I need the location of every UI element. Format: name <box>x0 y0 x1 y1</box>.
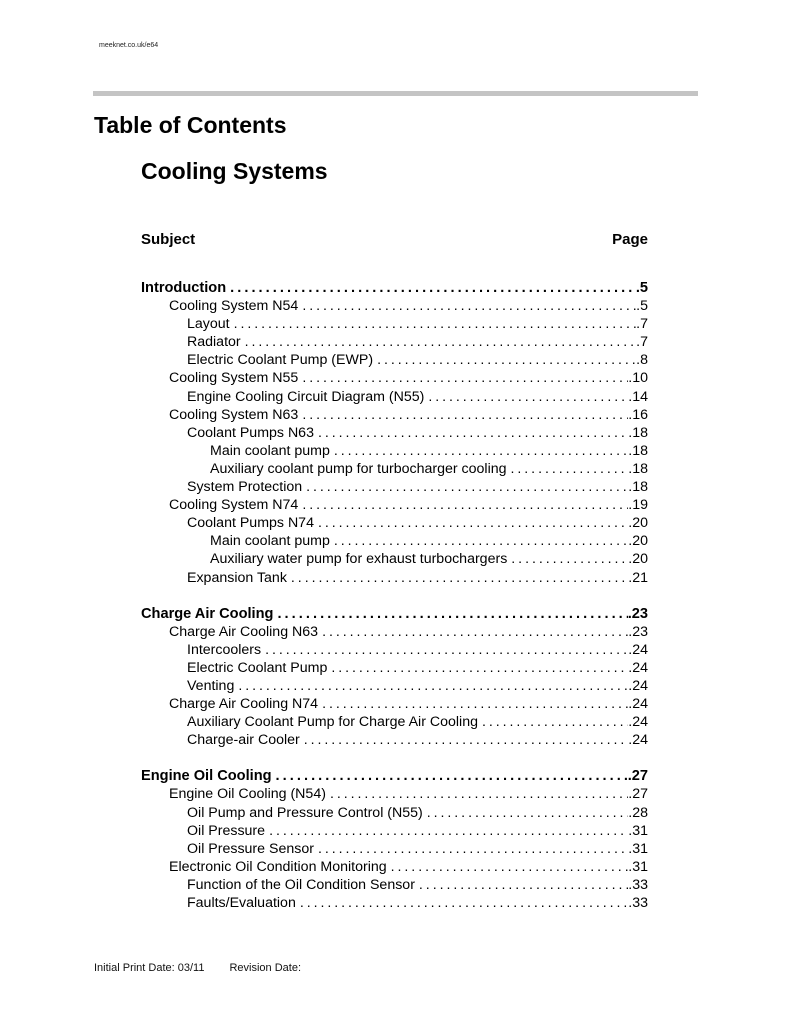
toc-entry-page: .20 <box>628 533 648 550</box>
toc-entry-page: .27 <box>627 768 648 785</box>
toc-entry-page: .24 <box>628 714 648 731</box>
toc-entry-label: Electric Coolant Pump <box>187 659 328 676</box>
dot-leader <box>298 369 628 387</box>
dot-leader <box>287 569 628 587</box>
toc-entry[interactable] <box>141 695 648 713</box>
toc-entry[interactable] <box>141 731 648 749</box>
toc-chapter-entry[interactable] <box>141 605 648 623</box>
toc-entry-page: .31 <box>628 840 648 857</box>
dot-leader <box>298 406 628 424</box>
toc-entry-label: Auxiliary coolant pump for turbocharger cooling <box>210 460 507 477</box>
dot-leader <box>241 333 637 351</box>
toc-entry[interactable] <box>141 514 648 532</box>
toc-entry[interactable] <box>141 351 648 369</box>
toc-entry-page: .24 <box>628 732 648 749</box>
dot-leader <box>272 767 628 785</box>
toc-entry-page: .24 <box>628 659 648 676</box>
toc-entry-label: Coolant Pumps N74 <box>187 515 314 532</box>
toc-entry-page: .10 <box>628 370 648 387</box>
subject-column-header: Subject <box>141 231 196 248</box>
toc-entry-label: Main coolant pump <box>210 442 330 459</box>
toc-entry[interactable] <box>141 641 648 659</box>
toc-entry-page: .31 <box>628 822 648 839</box>
toc-entry[interactable] <box>141 496 648 514</box>
toc-entry-label: Cooling System N55 <box>169 370 299 387</box>
toc-entry-label: Oil Pump and Pressure Control (N55) <box>187 804 423 821</box>
toc-entry-page: .20 <box>628 515 648 532</box>
dot-leader <box>298 297 636 315</box>
toc-entry-label: Faults/Evaluation <box>187 895 296 911</box>
toc-entry-page: .18 <box>628 424 648 441</box>
toc-entry-label: Venting <box>187 677 235 694</box>
toc-entry[interactable] <box>141 460 648 478</box>
toc-entry-label: Coolant Pumps N63 <box>187 424 314 441</box>
dot-leader <box>318 623 628 641</box>
top-rule <box>93 91 698 96</box>
toc-entry[interactable] <box>141 894 648 912</box>
dot-leader <box>373 351 636 369</box>
toc-entry[interactable] <box>141 713 648 731</box>
page-column-header: Page <box>612 231 648 248</box>
toc-entry-page: .24 <box>628 677 648 694</box>
dot-leader <box>314 840 628 858</box>
toc-entry[interactable] <box>141 569 648 587</box>
dot-leader <box>478 713 628 731</box>
dot-leader <box>302 478 628 496</box>
dot-leader <box>314 514 628 532</box>
toc-entry-page: .24 <box>628 641 648 658</box>
toc-entry-page: .18 <box>628 479 648 496</box>
toc-entry[interactable] <box>141 804 648 822</box>
toc-chapter-entry[interactable] <box>141 767 648 785</box>
toc-entry-page: .18 <box>628 460 648 477</box>
toc-entry[interactable] <box>141 822 648 840</box>
toc-entry[interactable] <box>141 550 648 568</box>
dot-leader <box>261 641 628 659</box>
toc-group <box>141 279 648 587</box>
dot-leader <box>330 532 628 550</box>
toc-entry[interactable] <box>141 858 648 876</box>
toc-entry-page: .8 <box>636 352 648 369</box>
toc-entry[interactable] <box>141 659 648 677</box>
toc-entry-label: Function of the Oil Condition Sensor <box>187 876 415 893</box>
toc-entry-page: .19 <box>628 497 648 514</box>
dot-leader <box>300 731 629 749</box>
dot-leader <box>507 460 629 478</box>
toc-entry-label: Oil Pressure Sensor <box>187 840 314 857</box>
site-url: meeknet.co.uk/e64 <box>99 42 159 49</box>
toc-entry-label: Oil Pressure <box>187 822 266 839</box>
toc-entry[interactable] <box>141 785 648 803</box>
toc-entry-label: Charge Air Cooling N74 <box>169 696 319 713</box>
dot-leader <box>296 894 628 912</box>
dot-leader <box>415 876 628 894</box>
toc-chapter-entry[interactable] <box>141 279 648 297</box>
toc-entry-label: Electronic Oil Condition Monitoring <box>169 858 387 875</box>
toc-entry[interactable] <box>141 478 648 496</box>
toc-entry-label: Radiator <box>187 334 241 351</box>
toc-entry[interactable] <box>141 424 648 442</box>
toc-entry-page: .31 <box>628 858 648 875</box>
toc-entry-page: .24 <box>628 696 648 713</box>
toc-entry-page: .21 <box>628 569 648 586</box>
dot-leader <box>314 424 628 442</box>
dot-leader <box>507 550 628 568</box>
dot-leader <box>226 279 636 297</box>
dot-leader <box>326 785 628 803</box>
dot-leader <box>230 315 637 333</box>
dot-leader <box>298 496 628 514</box>
initial-print-date: Initial Print Date: 03/11 <box>94 962 205 974</box>
toc-entry-page: .20 <box>628 551 648 568</box>
toc-entry-page: .16 <box>628 406 648 423</box>
toc-entry-page: .7 <box>636 316 648 333</box>
toc-entry-label: Cooling System N54 <box>169 298 299 315</box>
toc-entry-label: Charge Air Cooling <box>141 605 274 622</box>
document-title: Table of Contents <box>94 112 287 138</box>
toc-entry[interactable] <box>141 315 648 333</box>
toc-entry-page: .33 <box>628 876 648 893</box>
toc-group <box>141 605 648 750</box>
toc-entry-label: Intercoolers <box>187 641 262 658</box>
section-title: Cooling Systems <box>141 158 328 184</box>
toc-entry[interactable] <box>141 623 648 641</box>
dot-leader <box>327 659 628 677</box>
dot-leader <box>234 677 628 695</box>
toc-entry-label: Auxiliary Coolant Pump for Charge Air Cooling <box>187 714 478 731</box>
toc-entry[interactable] <box>141 442 648 460</box>
toc-entry[interactable] <box>141 388 648 406</box>
toc-entry[interactable] <box>141 369 648 387</box>
toc-entry[interactable] <box>141 840 648 858</box>
toc-entry-label: Engine Cooling Circuit Diagram (N55) <box>187 388 425 405</box>
dot-leader <box>318 695 628 713</box>
toc-entry[interactable] <box>141 406 648 424</box>
toc-entry-page: .5 <box>635 280 648 296</box>
toc-entry-label: Electric Coolant Pump (EWP) <box>187 352 374 369</box>
dot-leader <box>265 822 628 840</box>
toc-entry-page: .18 <box>628 442 648 459</box>
toc-entry[interactable] <box>141 297 648 315</box>
dot-leader <box>273 605 627 623</box>
toc-entry-label: Engine Oil Cooling (N54) <box>169 786 326 803</box>
dot-leader <box>423 804 629 822</box>
toc-entry-page: .14 <box>628 388 648 405</box>
revision-date: Revision Date: <box>229 962 302 974</box>
toc-entry-label: Charge-air Cooler <box>187 732 300 749</box>
dot-leader <box>387 858 629 876</box>
toc-entry-label: Layout <box>187 316 230 333</box>
toc-entry[interactable] <box>141 876 648 894</box>
toc-group <box>141 767 648 912</box>
dot-leader <box>330 442 628 460</box>
toc-entry-label: Main coolant pump <box>210 533 330 550</box>
table-of-contents <box>141 279 648 930</box>
toc-entry[interactable] <box>141 333 648 351</box>
toc-entry-page: .33 <box>628 895 648 911</box>
toc-entry-page: .23 <box>627 605 648 622</box>
toc-entry-page: .23 <box>628 623 648 640</box>
footer <box>94 962 301 974</box>
toc-entry-label: Introduction <box>141 280 227 296</box>
toc-entry[interactable] <box>141 532 648 550</box>
toc-entry-label: Auxiliary water pump for exhaust turbochargers <box>210 551 508 568</box>
toc-entry-label: Cooling System N74 <box>169 497 299 514</box>
toc-entry-page: .7 <box>636 334 648 351</box>
toc-entry-label: Charge Air Cooling N63 <box>169 623 319 640</box>
toc-entry[interactable] <box>141 677 648 695</box>
toc-entry-label: Expansion Tank <box>187 569 287 586</box>
dot-leader <box>424 388 628 406</box>
toc-entry-page: .28 <box>628 804 648 821</box>
toc-entry-page: .5 <box>636 298 648 315</box>
toc-entry-label: Engine Oil Cooling <box>141 768 272 785</box>
toc-entry-page: .27 <box>628 786 648 803</box>
toc-entry-label: Cooling System N63 <box>169 406 299 423</box>
toc-entry-label: System Protection <box>187 479 303 496</box>
